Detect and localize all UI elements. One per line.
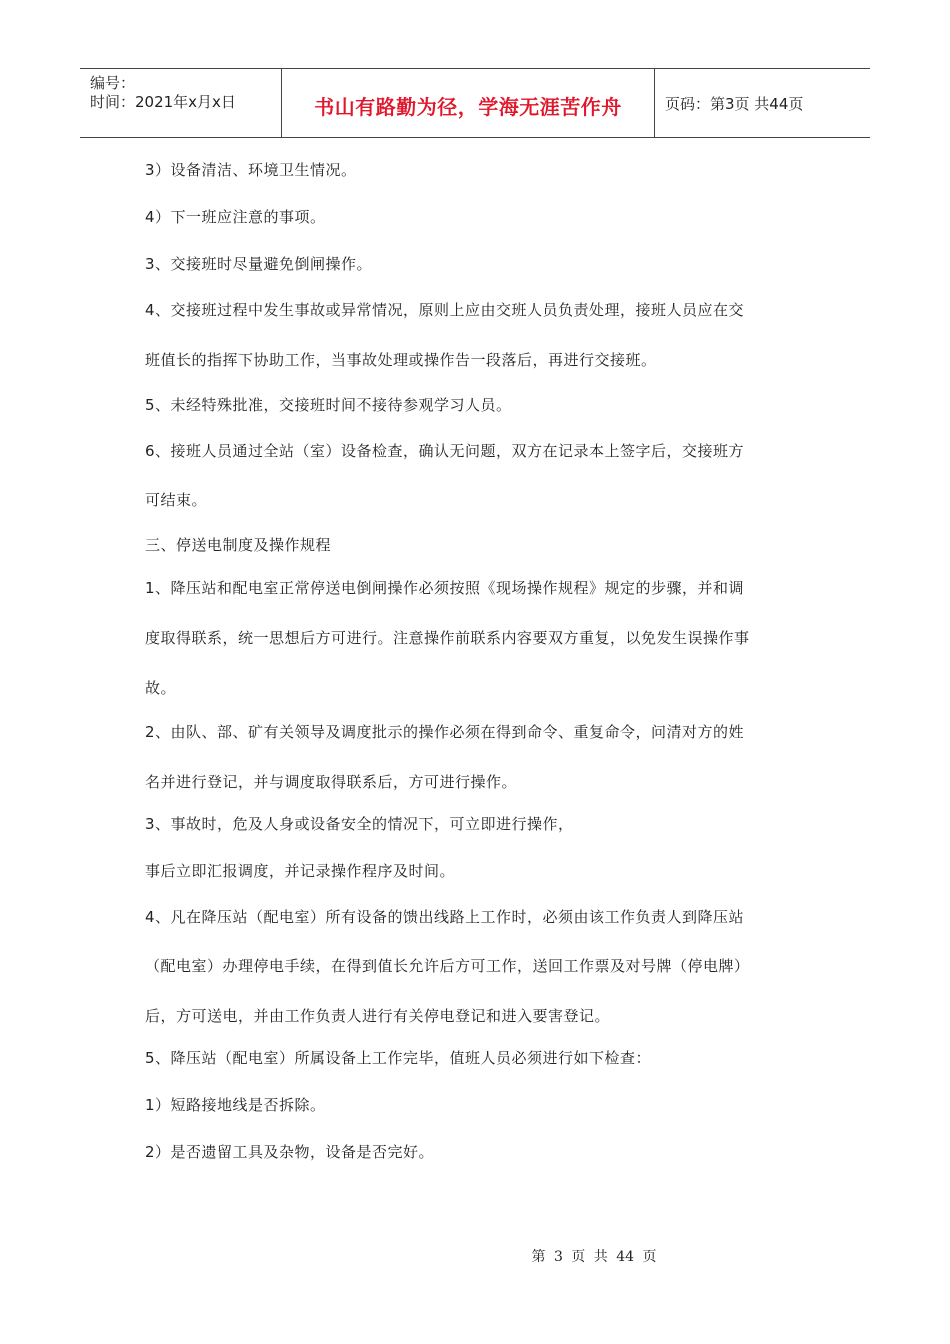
page-footer [0, 1246, 950, 1266]
header-page-cell [655, 69, 870, 137]
body-line: 4、交接班过程中发生事故或异常情况，原则上应由交班人员负责处理，接班人员应在交 [145, 301, 745, 319]
body-line: （配电室）办理停电手续，在得到值长允许后方可工作，送回工作票及对号牌（停电牌） [145, 957, 750, 975]
document-number-label: 编号： [90, 74, 136, 92]
body-line: 6、接班人员通过全站（室）设备检查，确认无问题，双方在记录本上签字后，交接班方 [145, 442, 745, 460]
body-line: 4）下一班应注意的事项。 [145, 208, 326, 226]
section-heading: 三、停送电制度及操作规程 [145, 536, 332, 554]
body-line: 1）短路接地线是否拆除。 [145, 1096, 326, 1114]
body-line: 后，方可送电，并由工作负责人进行有关停电登记和进入要害登记。 [145, 1007, 611, 1025]
body-line: 5、降压站（配电室）所属设备上工作完毕，值班人员必须进行如下检查： [145, 1049, 652, 1067]
footer-page-number: 第 3 页 共 44 页 [531, 1249, 657, 1265]
body-line: 1、降压站和配电室正常停送电倒闸操作必须按照《现场操作规程》规定的步骤，并和调 [145, 579, 745, 597]
page-header [80, 68, 870, 138]
body-line: 3）设备清洁、环境卫生情况。 [145, 161, 357, 179]
body-line: 可结束。 [145, 491, 208, 509]
header-page-number: 页码：第3页 共44页 [665, 95, 804, 113]
body-line: 3、交接班时尽量避免倒闸操作。 [145, 255, 373, 273]
body-line: 故。 [145, 679, 177, 697]
body-line: 5、未经特殊批准，交接班时间不接待参观学习人员。 [145, 396, 512, 414]
body-line: 2、由队、部、矿有关领导及调度批示的操作必须在得到命令、重复命令，问清对方的姓 [145, 723, 745, 741]
body-line: 事后立即汇报调度，并记录操作程序及时间。 [145, 862, 456, 880]
header-motto-cell [282, 69, 655, 137]
header-motto: 书山有路勤为径，学海无涯苦作舟 [314, 95, 622, 119]
body-line: 名并进行登记，并与调度取得联系后，方可进行操作。 [145, 773, 518, 791]
header-meta-cell [80, 69, 282, 137]
body-line: 度取得联系，统一思想后方可进行。注意操作前联系内容要双方重复，以免发生误操作事 [145, 629, 750, 647]
body-line: 4、凡在降压站（配电室）所有设备的馈出线路上工作时，必须由该工作负责人到降压站 [145, 908, 745, 926]
document-date-label: 时间：2021年x月x日 [90, 93, 236, 111]
body-line: 2）是否遗留工具及杂物，设备是否完好。 [145, 1143, 435, 1161]
body-line: 3、事故时，危及人身或设备安全的情况下，可立即进行操作， [145, 815, 574, 833]
body-line: 班值长的指挥下协助工作，当事故处理或操作告一段落后，再进行交接班。 [145, 351, 657, 369]
